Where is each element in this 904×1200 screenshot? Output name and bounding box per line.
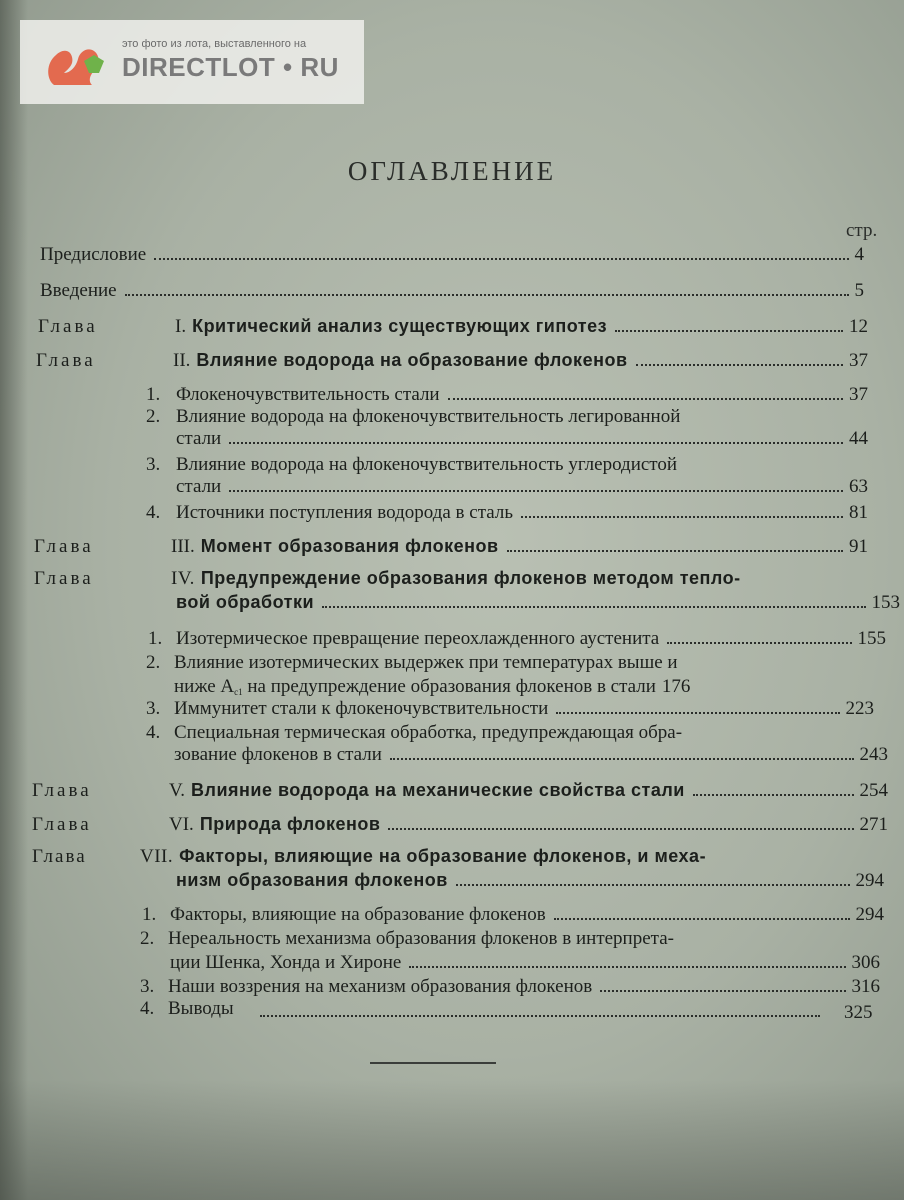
dot-leader: [667, 641, 851, 644]
section-number: 3.: [140, 976, 155, 997]
section-number: 1.: [148, 628, 163, 649]
toc-section-7-1: [142, 904, 884, 926]
toc-entry-foreword: [40, 244, 864, 266]
chapter-title: Влияние водорода на механические свойства стали: [191, 780, 685, 800]
toc-section-7-2-line1: [140, 928, 674, 950]
section-number: 1.: [142, 904, 157, 925]
toc-entry-intro: [40, 280, 864, 302]
dot-leader: [693, 793, 854, 796]
section-title: Иммунитет стали к флокеночувствительности: [174, 698, 549, 719]
section-title: Влияние водорода на флокеночувствительность легированной: [176, 406, 681, 427]
chapter-number: VI.: [169, 814, 194, 835]
toc-section-4-4-line1: [146, 722, 682, 744]
squirrel-logo-icon: [44, 39, 110, 91]
dot-leader: [322, 605, 865, 608]
toc-section-4-2-line2: [174, 676, 896, 698]
title-part: на предупреждение образования флокенов в стали: [242, 676, 656, 697]
section-title-cont: стали: [176, 476, 222, 497]
section-number: 4.: [146, 502, 161, 523]
dot-leader: [154, 257, 848, 260]
section-title: Влияние изотермических выдержек при температурах выше и: [174, 652, 678, 673]
entry-page: 12: [849, 316, 868, 337]
toc-chapter-6: [32, 814, 888, 836]
chapter-title: Предупреждение образования флокенов методом тепло-: [200, 568, 741, 588]
dot-leader: [260, 1014, 820, 1017]
watermark-brand: DIRECTLOT • RU: [122, 52, 339, 82]
page-column-label: стр.: [846, 220, 878, 241]
watermark-caption: это фото из лота, выставленного на: [122, 38, 307, 50]
toc-section-4-2-line1: [146, 652, 678, 674]
toc-chapter-7-line2: [176, 870, 884, 892]
entry-page: 44: [849, 428, 868, 449]
section-title: Специальная термическая обработка, предупреждающая обра-: [174, 722, 683, 743]
section-title: Наши воззрения на механизм образования флокенов: [168, 976, 593, 997]
chapter-number: VII.: [140, 846, 174, 867]
section-number: 4.: [146, 722, 161, 743]
toc-chapter-4-line2: [176, 592, 900, 614]
entry-page: 91: [849, 536, 868, 557]
dot-leader: [388, 827, 853, 830]
toc-section-2-3-line1: [146, 454, 677, 476]
toc-section-7-4: [140, 998, 234, 1020]
chapter-label: Глава: [38, 316, 98, 337]
section-title-cont: стали: [176, 428, 222, 449]
dot-leader: [456, 883, 850, 886]
toc-chapter-7-line1: [32, 846, 706, 868]
chapter-label: Глава: [32, 814, 92, 835]
page-bottom-shadow: [0, 1080, 904, 1200]
toc-section-2-1: [146, 384, 868, 406]
toc-chapter-2: [36, 350, 868, 372]
chapter-label: Глава: [34, 536, 94, 557]
entry-page: 153: [871, 592, 900, 613]
section-number: 2.: [140, 928, 155, 949]
chapter-title: Факторы, влияющие на образование флокенов, и меха-: [179, 846, 707, 866]
entry-page: 325: [844, 1002, 873, 1023]
section-title: Влияние водорода на флокеночувствительность углеродистой: [176, 454, 678, 475]
toc-chapter-5: [32, 780, 888, 802]
chapter-title: Природа флокенов: [199, 814, 381, 834]
dot-leader: [615, 329, 843, 332]
chapter-number: IV.: [171, 568, 195, 589]
toc-section-2-4: [146, 502, 868, 524]
dot-leader: [600, 989, 845, 992]
chapter-label: Глава: [32, 780, 92, 801]
entry-title: Предисловие: [40, 244, 147, 265]
section-number: 3.: [146, 454, 161, 475]
entry-page: 294: [855, 870, 884, 891]
section-title-cont: ции Шенка, Хонда и Хироне: [170, 952, 402, 973]
chapter-title: Момент образования флокенов: [200, 536, 499, 556]
entry-page: 223: [845, 698, 874, 719]
entry-page: 176: [661, 676, 691, 697]
section-title-cont: зование флокенов в стали: [174, 744, 382, 765]
dot-leader: [554, 917, 850, 920]
entry-page: 37: [849, 384, 868, 405]
page-title: ОГЛАВЛЕНИЕ: [347, 156, 557, 186]
section-title: Факторы, влияющие на образование флокенов: [170, 904, 546, 925]
section-number: 2.: [146, 406, 161, 427]
chapter-number: II.: [173, 350, 191, 371]
dot-leader: [125, 293, 849, 296]
title-part: ниже A: [174, 676, 235, 697]
chapter-label: Глава: [32, 846, 87, 867]
entry-title: Введение: [40, 280, 117, 301]
toc-section-4-3: [146, 698, 874, 720]
section-number: 3.: [146, 698, 161, 719]
chapter-number: V.: [169, 780, 186, 801]
entry-page: 306: [851, 952, 880, 973]
toc-section-7-3: [140, 976, 880, 998]
chapter-number: I.: [175, 316, 187, 337]
entry-page: 4: [854, 244, 864, 265]
chapter-title: Критический анализ существующих гипотез: [192, 316, 608, 336]
entry-page: 294: [855, 904, 884, 925]
section-title: Источники поступления водорода в сталь: [176, 502, 513, 523]
dot-leader: [448, 397, 843, 400]
entry-page: 63: [849, 476, 868, 497]
toc-section-2-2-line1: [146, 406, 680, 428]
chapter-title-cont: низм образования флокенов: [176, 870, 448, 890]
chapter-title: Влияние водорода на образование флокенов: [196, 350, 628, 370]
section-title-cont: [174, 676, 656, 698]
dot-leader: [409, 965, 845, 968]
toc-chapter-4-line1: [34, 568, 741, 590]
closing-rule: [370, 1062, 496, 1064]
dot-leader: [636, 363, 843, 366]
dot-leader: [556, 711, 839, 714]
dot-leader: [521, 515, 843, 518]
entry-page: 254: [859, 780, 888, 801]
toc-section-7-2-line2: [170, 952, 880, 974]
dot-leader: [229, 489, 843, 492]
dot-leader: [507, 549, 843, 552]
toc-section-4-4-line2: [174, 744, 888, 766]
entry-page: 316: [851, 976, 880, 997]
subscript: c1: [234, 687, 243, 697]
entry-page: 37: [849, 350, 868, 371]
toc-section-2-2-line2: [176, 428, 868, 450]
entry-page: 81: [849, 502, 868, 523]
chapter-title-cont: вой обработки: [176, 592, 315, 612]
chapter-label: Глава: [36, 350, 96, 371]
entry-page: 271: [859, 814, 888, 835]
section-title: Флокеночувствительность стали: [176, 384, 440, 405]
section-number: 2.: [146, 652, 161, 673]
entry-page: 243: [859, 744, 888, 765]
toc-chapter-3: [34, 536, 868, 558]
section-title: Выводы: [168, 998, 234, 1019]
dot-leader: [229, 441, 843, 444]
section-title: Изотермическое превращение переохлажденного аустенита: [176, 628, 660, 649]
toc-section-4-1: [148, 628, 886, 650]
chapter-number: III.: [171, 536, 195, 557]
section-number: 4.: [140, 998, 155, 1019]
entry-page: 155: [857, 628, 886, 649]
dot-leader: [390, 757, 854, 760]
section-title: Нереальность механизма образования флокенов в интерпрета-: [168, 928, 674, 949]
toc-chapter-1: [38, 316, 868, 338]
chapter-label: Глава: [34, 568, 94, 589]
entry-page: 5: [854, 280, 864, 301]
toc-section-2-3-line2: [176, 476, 868, 498]
section-number: 1.: [146, 384, 161, 405]
